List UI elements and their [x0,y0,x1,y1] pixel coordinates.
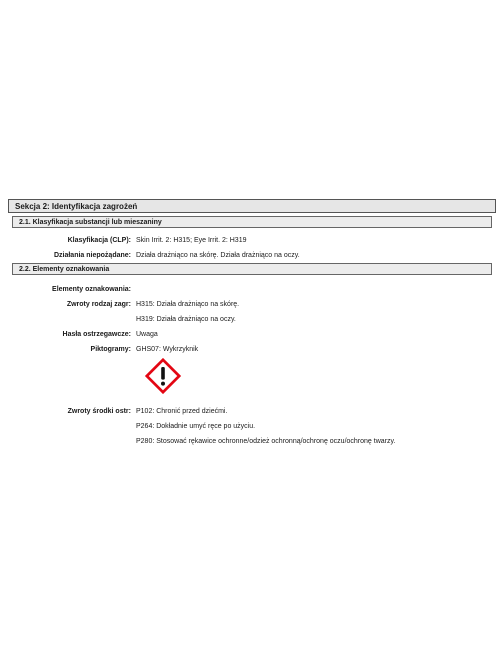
signal-word-value: Uwaga [136,331,158,338]
precautionary-statement-row [8,404,496,419]
adverse-effects-label: Działania niepożądane: [53,252,131,259]
ghs07-exclamation-icon [145,358,181,394]
adverse-effects-value: Działa drażniąco na skórę. Działa drażniąco na oczy. [136,252,300,259]
hazard-statements-label: Zwroty rodzaj zagr: [66,301,131,308]
hazard-statement: H315: Działa drażniąco na skórę. [136,301,240,308]
subsection-2-1-title: 2.1. Klasyfikacja substancji lub mieszaniny [19,219,162,226]
pictograms-label: Piktogramy: [90,346,131,353]
pictograms-row [8,342,496,357]
precautionary-statement: P264: Dokładnie umyć ręce po użyciu. [136,423,256,430]
label-elements-label: Elementy oznakowania: [52,286,131,293]
precautionary-statements-label: Zwroty środki ostr: [67,408,131,415]
classification-row [8,233,496,248]
precautionary-statement: P102: Chronić przed dziećmi. [136,408,228,415]
classification-label: Klasyfikacja (CLP): [67,237,131,244]
section-2-title: Sekcja 2: Identyfikacja zagrożeń [15,202,138,211]
hazard-statement-row [8,312,496,327]
signal-word-label: Hasła ostrzegawcze: [62,331,131,338]
label-elements-row [8,282,496,297]
hazard-statement: H319: Działa drażniąco na oczy. [136,316,236,323]
subsection-2-2-header [12,263,492,275]
hazard-statement-row [8,297,496,312]
precautionary-statement: P280: Stosować rękawice ochronne/odzież ochronną/ochronę oczu/ochronę twarzy. [136,438,396,445]
classification-value: Skin Irrit. 2: H315; Eye Irrit. 2: H319 [136,237,247,244]
subsection-2-2-title: 2.2. Elementy oznakowania [19,266,110,273]
section-2-header [8,199,496,213]
safety-data-sheet [8,199,496,449]
precautionary-statement-row [8,419,496,434]
adverse-effects-row [8,248,496,263]
signal-word-row [8,327,496,342]
pictogram-value: GHS07: Wykrzyknik [136,346,199,353]
pictogram-image-row [8,357,496,395]
precautionary-statement-row [8,434,496,449]
subsection-2-1-header [12,216,492,228]
